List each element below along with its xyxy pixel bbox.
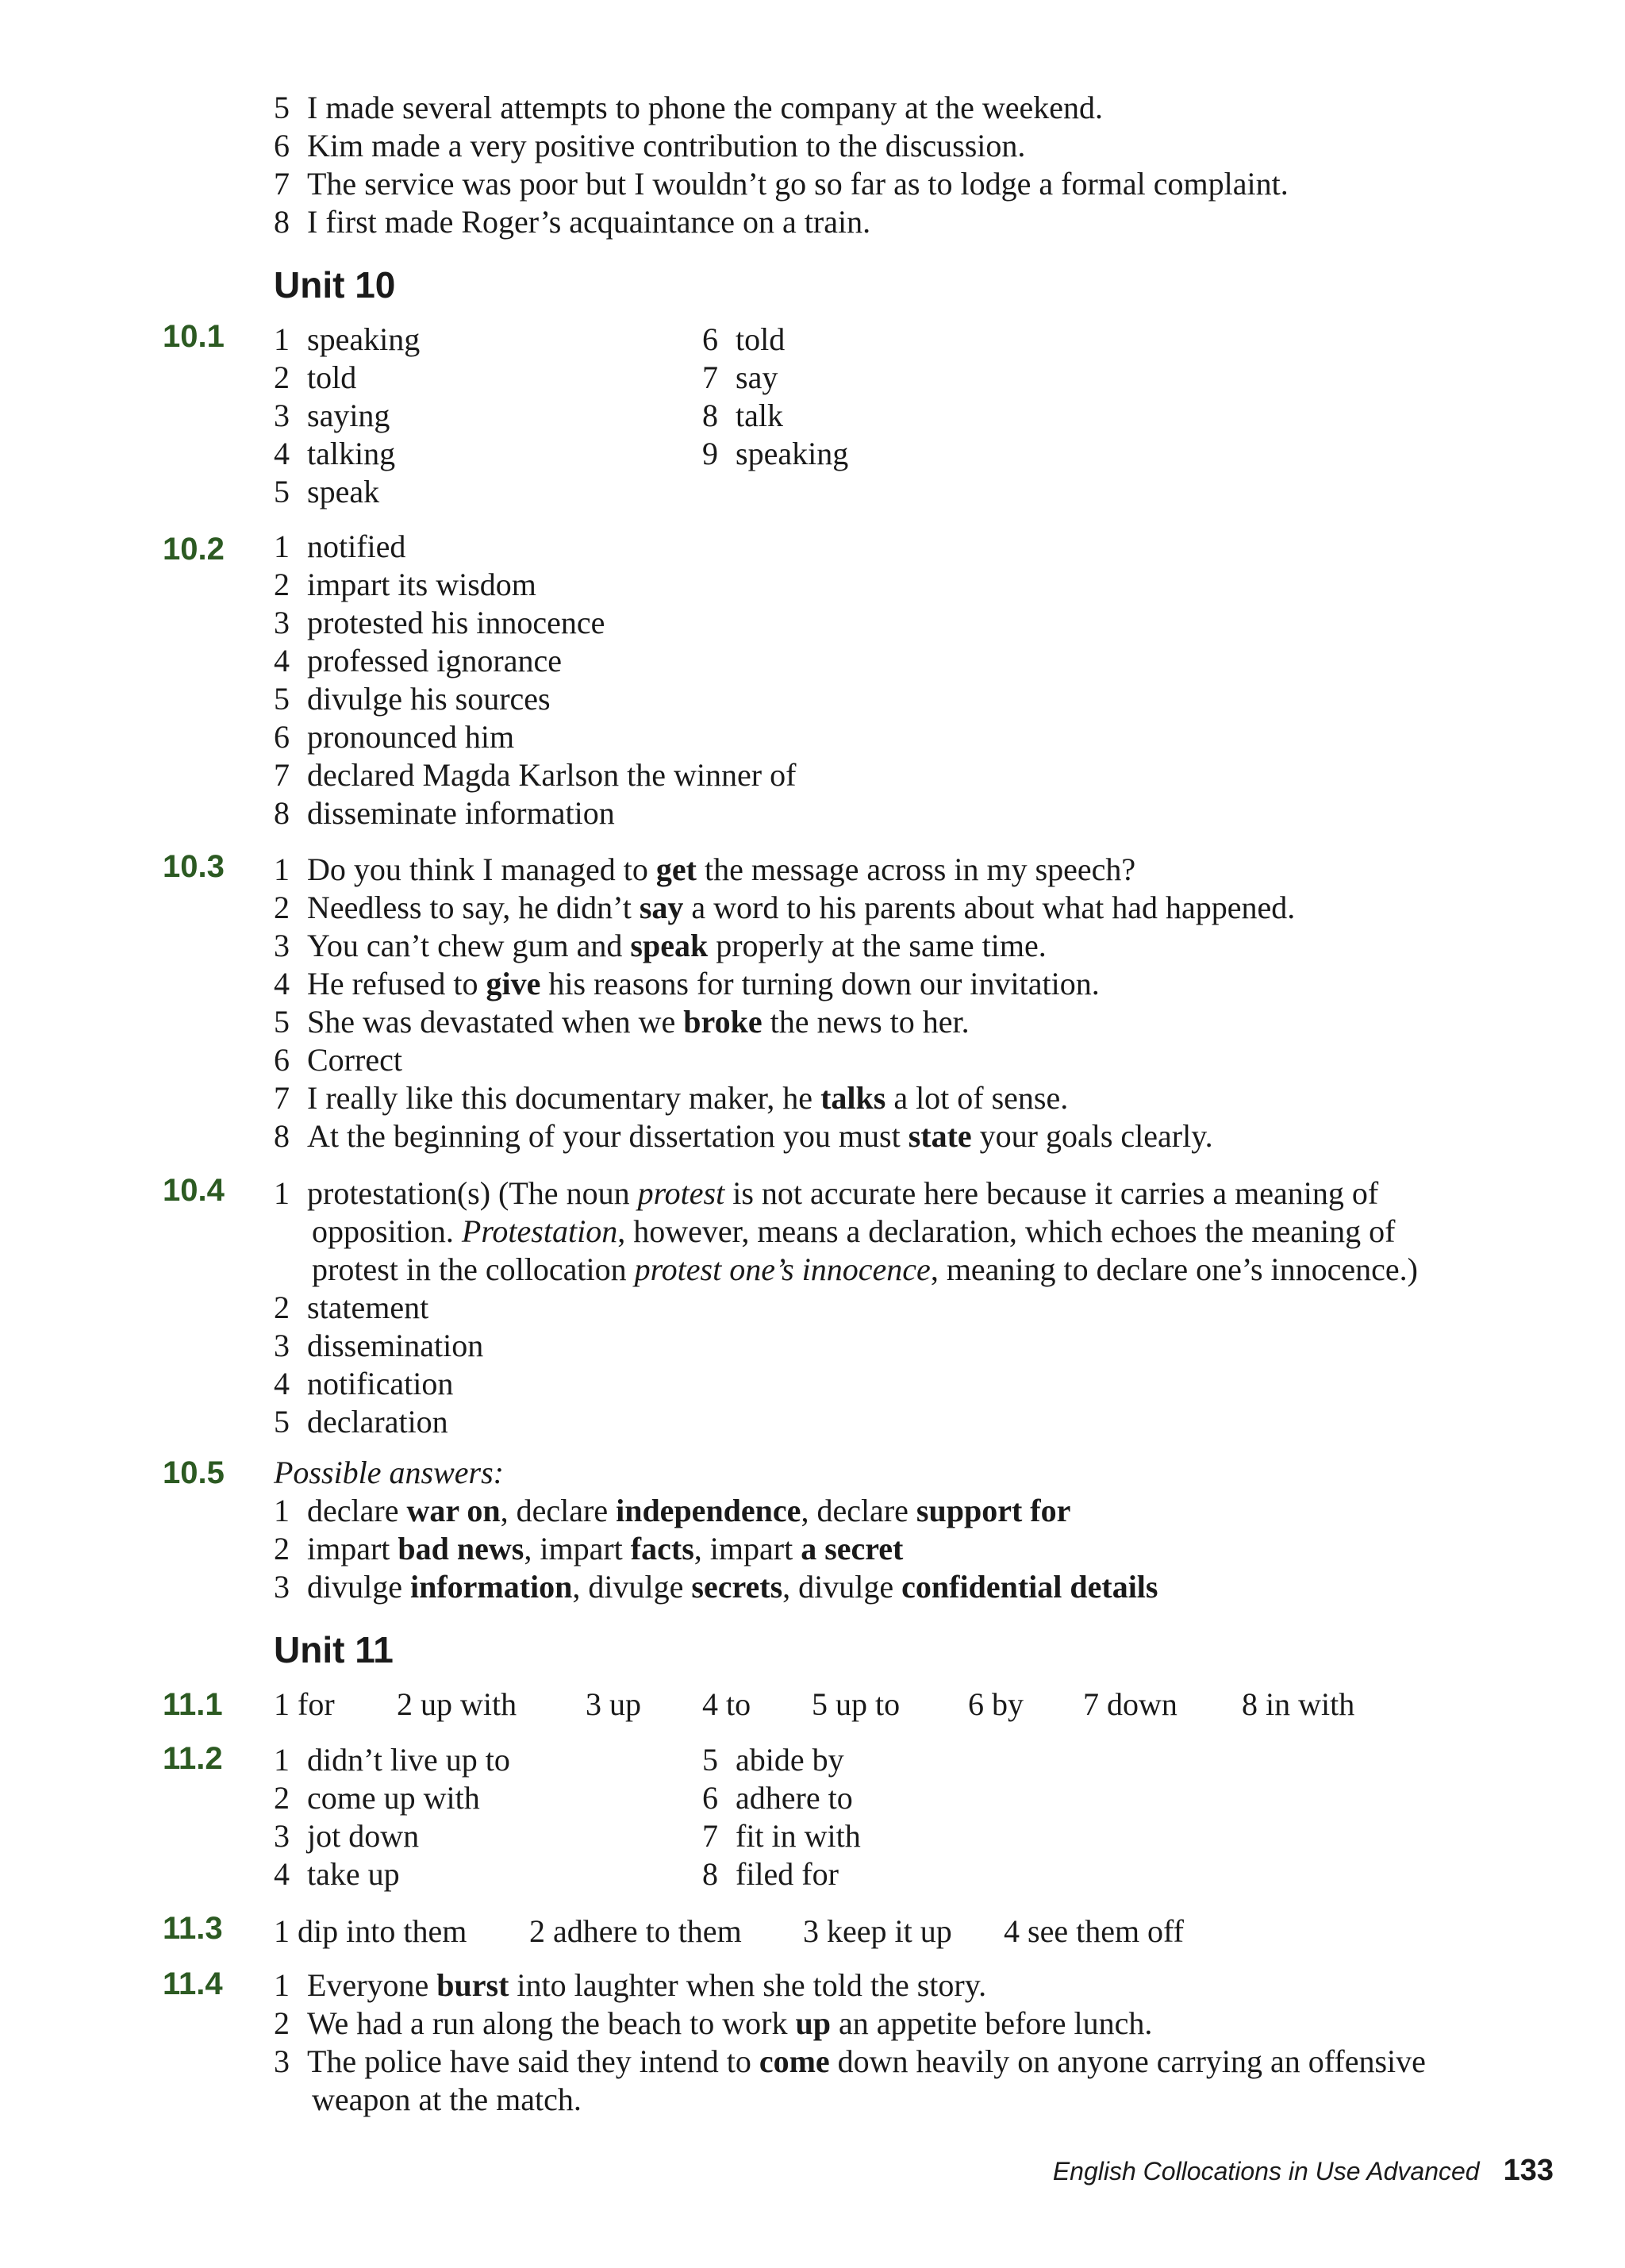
list-item: 2 impart bad news, impart facts, impart a secret — [274, 1531, 904, 1566]
list-item: 3 The police have said they intend to come down heavily on anyone carrying an offensive — [274, 2043, 1426, 2079]
section-intro: Possible answers: — [274, 1455, 504, 1490]
list-item-continuation: protest in the collocation protest one’s innocence, meaning to declare one’s innocence.) — [312, 1251, 1418, 1287]
list-item: 5 I made several attempts to phone the company at the weekend. — [274, 90, 1103, 125]
section-label: 10.4 — [163, 1173, 225, 1208]
page-number: 133 — [1503, 2154, 1554, 2187]
list-item: 4 talking — [274, 436, 396, 471]
list-item: 5 declaration — [274, 1404, 448, 1440]
list-item: 6 Kim made a very positive contribution to the discussion. — [274, 128, 1026, 163]
section-label: 10.3 — [163, 849, 225, 884]
list-item: 2 adhere to them — [529, 1913, 742, 1949]
list-item: 6 Correct — [274, 1042, 402, 1078]
list-item: 3 protested his innocence — [274, 605, 605, 640]
section-label: 11.3 — [163, 1911, 223, 1946]
section-label: 11.1 — [163, 1687, 223, 1722]
unit-title: Unit 10 — [274, 264, 396, 306]
list-item: 5 speak — [274, 474, 380, 509]
list-item: 5 abide by — [702, 1742, 844, 1778]
list-item: 1 for — [274, 1686, 335, 1722]
list-item: 1 didn’t live up to — [274, 1742, 510, 1778]
list-item: 2 Needless to say, he didn’t say a word to his parents about what had happened. — [274, 890, 1296, 925]
list-item: 7 down — [1083, 1686, 1177, 1722]
list-item: 4 see them off — [1004, 1913, 1184, 1949]
list-item: 8 talk — [702, 398, 783, 433]
list-item: 2 We had a run along the beach to work up an appetite before lunch. — [274, 2005, 1153, 2041]
list-item: 3 divulge information, divulge secrets, divulge confidential details — [274, 1569, 1158, 1605]
list-item: 7 declared Magda Karlson the winner of — [274, 757, 797, 793]
list-item: 8 At the beginning of your dissertation you must state your goals clearly. — [274, 1118, 1213, 1154]
list-item: 4 professed ignorance — [274, 643, 562, 678]
list-item: 6 told — [702, 321, 786, 357]
list-item: 2 impart its wisdom — [274, 567, 536, 602]
list-item: 3 dissemination — [274, 1328, 484, 1363]
section-label: 11.4 — [163, 1966, 223, 2001]
list-item: 6 adhere to — [702, 1780, 853, 1816]
list-item: 2 statement — [274, 1290, 429, 1325]
list-item: 7 fit in with — [702, 1818, 861, 1854]
list-item: 1 Everyone burst into laughter when she told the story. — [274, 1967, 987, 2003]
list-item: 3 You can’t chew gum and speak properly at the same time. — [274, 928, 1047, 963]
list-item: 2 told — [274, 359, 357, 395]
list-item: 7 The service was poor but I wouldn’t go so far as to lodge a formal complaint. — [274, 166, 1289, 202]
section-label: 10.2 — [163, 532, 225, 567]
list-item: 5 divulge his sources — [274, 681, 551, 717]
list-item: 8 disseminate information — [274, 795, 615, 831]
list-item: 1 declare war on, declare independence, declare support for — [274, 1493, 1071, 1528]
list-item: 3 jot down — [274, 1818, 420, 1854]
list-item: 4 take up — [274, 1856, 400, 1892]
list-item: 8 in with — [1242, 1686, 1355, 1722]
list-item: 1 Do you think I managed to get the message across in my speech? — [274, 851, 1136, 887]
unit-title: Unit 11 — [274, 1629, 394, 1670]
list-item: 6 pronounced him — [274, 719, 515, 755]
list-item-continuation: opposition. Protestation, however, means a declaration, which echoes the meaning of — [312, 1213, 1396, 1249]
list-item: 2 up with — [397, 1686, 517, 1722]
list-item: 4 He refused to give his reasons for turning down our invitation. — [274, 966, 1100, 1001]
section-label: 10.5 — [163, 1455, 225, 1490]
list-item-continuation: weapon at the match. — [312, 2082, 582, 2117]
list-item: 3 up — [586, 1686, 641, 1722]
list-item: 5 up to — [812, 1686, 901, 1722]
list-item: 8 filed for — [702, 1856, 839, 1892]
list-item: 1 speaking — [274, 321, 421, 357]
section-label: 11.2 — [163, 1741, 223, 1776]
section-label: 10.1 — [163, 319, 225, 354]
page-footer — [1053, 2155, 1554, 2187]
book-title: English Collocations in Use Advanced — [1052, 2157, 1480, 2185]
list-item: 3 saying — [274, 398, 390, 433]
list-item: 9 speaking — [702, 436, 849, 471]
list-item: 8 I first made Roger’s acquaintance on a train. — [274, 204, 871, 240]
list-item: 4 to — [702, 1686, 751, 1722]
list-item: 3 keep it up — [803, 1913, 952, 1949]
list-item: 1 notified — [274, 529, 406, 564]
list-item: 1 protestation(s) (The noun protest is not accurate here because it carries a meaning of — [274, 1175, 1379, 1211]
list-item: 4 notification — [274, 1366, 454, 1401]
list-item: 7 I really like this documentary maker, he talks a lot of sense. — [274, 1080, 1069, 1116]
list-item: 2 come up with — [274, 1780, 480, 1816]
list-item: 5 She was devastated when we broke the news to her. — [274, 1004, 970, 1040]
list-item: 1 dip into them — [274, 1913, 467, 1949]
list-item: 6 by — [968, 1686, 1024, 1722]
list-item: 7 say — [702, 359, 778, 395]
